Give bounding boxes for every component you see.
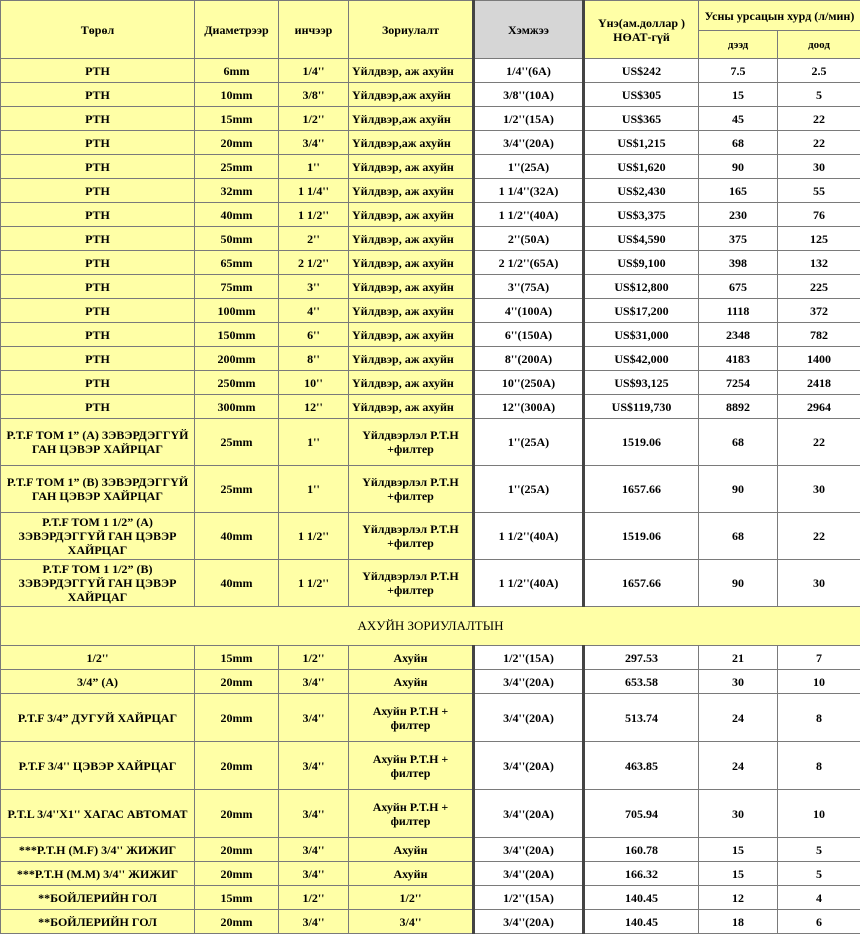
purpose-cell: Үйлдвэрлэл P.T.H +филтер xyxy=(349,560,474,607)
table-row xyxy=(1,560,860,607)
diameter-cell: 50mm xyxy=(195,227,279,251)
flow-max-cell: 24 xyxy=(699,742,778,790)
type-cell: PTH xyxy=(1,179,195,203)
size-cell: 1''(25A) xyxy=(474,155,584,179)
flow-min-cell: 10 xyxy=(778,670,860,694)
purpose-cell: Ахуйн P.T.H + филтер xyxy=(349,742,474,790)
inch-cell: 3/4'' xyxy=(279,910,349,934)
inch-cell: 6'' xyxy=(279,323,349,347)
table-row xyxy=(1,742,860,790)
type-cell: PTH xyxy=(1,371,195,395)
flow-min-cell: 4 xyxy=(778,886,860,910)
table-row xyxy=(1,107,860,131)
table-row xyxy=(1,131,860,155)
flow-max-cell: 24 xyxy=(699,694,778,742)
table-row xyxy=(1,371,860,395)
type-cell: P.T.F 3/4'' ЦЭВЭР ХАЙРЦАГ xyxy=(1,742,195,790)
flow-max-cell: 4183 xyxy=(699,347,778,371)
type-cell: **БОЙЛЕРИЙН ГОЛ xyxy=(1,886,195,910)
type-cell: PTH xyxy=(1,59,195,83)
diameter-cell: 10mm xyxy=(195,83,279,107)
inch-cell: 1 1/2'' xyxy=(279,513,349,560)
price-cell: 1519.06 xyxy=(584,513,699,560)
size-cell: 8''(200A) xyxy=(474,347,584,371)
table-row xyxy=(1,862,860,886)
price-cell: US$2,430 xyxy=(584,179,699,203)
type-cell: PTH xyxy=(1,203,195,227)
diameter-cell: 25mm xyxy=(195,155,279,179)
table-row xyxy=(1,179,860,203)
size-cell: 3/4''(20A) xyxy=(474,694,584,742)
purpose-cell: Үйлдвэр, аж ахуйн xyxy=(349,371,474,395)
type-cell: PTH xyxy=(1,323,195,347)
inch-cell: 1/2'' xyxy=(279,107,349,131)
diameter-cell: 100mm xyxy=(195,299,279,323)
flow-max-cell: 398 xyxy=(699,251,778,275)
flow-min-cell: 372 xyxy=(778,299,860,323)
inch-cell: 1'' xyxy=(279,419,349,466)
table-row xyxy=(1,347,860,371)
inch-cell: 2 1/2'' xyxy=(279,251,349,275)
price-cell: US$365 xyxy=(584,107,699,131)
diameter-cell: 300mm xyxy=(195,395,279,419)
type-cell: P.T.F ТОМ 1 1/2” (B) ЗЭВЭРДЭГГҮЙ ГАН ЦЭВЭР ХАЙРЦАГ xyxy=(1,560,195,607)
header-inch: инчээр xyxy=(279,1,349,59)
flow-min-cell: 22 xyxy=(778,419,860,466)
flow-min-cell: 782 xyxy=(778,323,860,347)
header-price: Үнэ(ам.доллар ) НӨАТ-гүй xyxy=(584,1,699,59)
table-row xyxy=(1,155,860,179)
inch-cell: 1'' xyxy=(279,155,349,179)
size-cell: 1 1/2''(40A) xyxy=(474,560,584,607)
inch-cell: 3/4'' xyxy=(279,670,349,694)
type-cell: **БОЙЛЕРИЙН ГОЛ xyxy=(1,910,195,934)
flow-max-cell: 18 xyxy=(699,910,778,934)
section-title: АХУЙН ЗОРИУЛАЛТЫН xyxy=(1,607,860,646)
table-row xyxy=(1,694,860,742)
table-row xyxy=(1,395,860,419)
type-cell: ***P.T.H (M.F) 3/4'' ЖИЖИГ xyxy=(1,838,195,862)
flow-max-cell: 68 xyxy=(699,419,778,466)
flow-max-cell: 68 xyxy=(699,131,778,155)
table-row xyxy=(1,886,860,910)
purpose-cell: Ахуйн xyxy=(349,862,474,886)
inch-cell: 3'' xyxy=(279,275,349,299)
purpose-cell: Ахуйн P.T.H + филтер xyxy=(349,790,474,838)
flow-min-cell: 225 xyxy=(778,275,860,299)
flow-max-cell: 375 xyxy=(699,227,778,251)
flow-min-cell: 30 xyxy=(778,466,860,513)
header-flow-max: дээд xyxy=(699,31,778,59)
inch-cell: 10'' xyxy=(279,371,349,395)
price-cell: 1657.66 xyxy=(584,560,699,607)
type-cell: PTH xyxy=(1,347,195,371)
section-row xyxy=(1,607,860,646)
price-cell: 463.85 xyxy=(584,742,699,790)
table-row xyxy=(1,419,860,466)
inch-cell: 1/2'' xyxy=(279,886,349,910)
type-cell: PTH xyxy=(1,395,195,419)
diameter-cell: 150mm xyxy=(195,323,279,347)
price-cell: 140.45 xyxy=(584,886,699,910)
size-cell: 1 1/4''(32A) xyxy=(474,179,584,203)
flow-min-cell: 2418 xyxy=(778,371,860,395)
size-cell: 3/4''(20A) xyxy=(474,838,584,862)
table-row xyxy=(1,910,860,934)
price-cell: US$9,100 xyxy=(584,251,699,275)
diameter-cell: 250mm xyxy=(195,371,279,395)
price-cell: 1519.06 xyxy=(584,419,699,466)
inch-cell: 1'' xyxy=(279,466,349,513)
price-cell: 705.94 xyxy=(584,790,699,838)
flow-max-cell: 7.5 xyxy=(699,59,778,83)
size-cell: 4''(100A) xyxy=(474,299,584,323)
price-cell: 513.74 xyxy=(584,694,699,742)
price-cell: US$31,000 xyxy=(584,323,699,347)
table-row xyxy=(1,203,860,227)
flow-min-cell: 10 xyxy=(778,790,860,838)
diameter-cell: 20mm xyxy=(195,910,279,934)
diameter-cell: 20mm xyxy=(195,694,279,742)
price-cell: US$93,125 xyxy=(584,371,699,395)
type-cell: PTH xyxy=(1,107,195,131)
size-cell: 3/4''(20A) xyxy=(474,862,584,886)
inch-cell: 1/2'' xyxy=(279,646,349,670)
flow-max-cell: 2348 xyxy=(699,323,778,347)
diameter-cell: 75mm xyxy=(195,275,279,299)
inch-cell: 3/4'' xyxy=(279,862,349,886)
purpose-cell: Үйлдвэр, аж ахуйн xyxy=(349,155,474,179)
size-cell: 1 1/2''(40A) xyxy=(474,513,584,560)
purpose-cell: Ахуйн xyxy=(349,838,474,862)
table-row xyxy=(1,83,860,107)
size-cell: 12''(300A) xyxy=(474,395,584,419)
price-cell: US$3,375 xyxy=(584,203,699,227)
flow-min-cell: 2964 xyxy=(778,395,860,419)
inch-cell: 4'' xyxy=(279,299,349,323)
flow-max-cell: 7254 xyxy=(699,371,778,395)
purpose-cell: Ахуйн xyxy=(349,670,474,694)
inch-cell: 3/4'' xyxy=(279,742,349,790)
flow-min-cell: 76 xyxy=(778,203,860,227)
flow-min-cell: 5 xyxy=(778,838,860,862)
size-cell: 10''(250A) xyxy=(474,371,584,395)
price-cell: 653.58 xyxy=(584,670,699,694)
table-row xyxy=(1,227,860,251)
flow-min-cell: 1400 xyxy=(778,347,860,371)
type-cell: P.T.F 3/4” ДУГУЙ ХАЙРЦАГ xyxy=(1,694,195,742)
table-row xyxy=(1,513,860,560)
flow-max-cell: 68 xyxy=(699,513,778,560)
header-purpose: Зориулалт xyxy=(349,1,474,59)
header-flow-min: доод xyxy=(778,31,860,59)
flow-max-cell: 30 xyxy=(699,790,778,838)
inch-cell: 3/8'' xyxy=(279,83,349,107)
type-cell: P.T.F ТОМ 1” (A) ЗЭВЭРДЭГГҮЙ ГАН ЦЭВЭР ХАЙРЦАГ xyxy=(1,419,195,466)
purpose-cell: Үйлдвэр,аж ахуйн xyxy=(349,131,474,155)
flow-min-cell: 7 xyxy=(778,646,860,670)
flow-max-cell: 21 xyxy=(699,646,778,670)
flow-min-cell: 30 xyxy=(778,560,860,607)
inch-cell: 1 1/2'' xyxy=(279,560,349,607)
purpose-cell: Үйлдвэр, аж ахуйн xyxy=(349,251,474,275)
flow-max-cell: 45 xyxy=(699,107,778,131)
header-diameter: Диаметрээр xyxy=(195,1,279,59)
price-cell: 1657.66 xyxy=(584,466,699,513)
flow-min-cell: 22 xyxy=(778,513,860,560)
table-row xyxy=(1,646,860,670)
purpose-cell: 3/4'' xyxy=(349,910,474,934)
price-cell: US$119,730 xyxy=(584,395,699,419)
purpose-cell: Ахуйн P.T.H + филтер xyxy=(349,694,474,742)
flow-min-cell: 8 xyxy=(778,742,860,790)
table-row xyxy=(1,299,860,323)
table-row xyxy=(1,790,860,838)
inch-cell: 1 1/4'' xyxy=(279,179,349,203)
price-cell: 297.53 xyxy=(584,646,699,670)
table-row xyxy=(1,838,860,862)
diameter-cell: 20mm xyxy=(195,670,279,694)
flow-max-cell: 12 xyxy=(699,886,778,910)
purpose-cell: Үйлдвэр, аж ахуйн xyxy=(349,59,474,83)
type-cell: PTH xyxy=(1,299,195,323)
size-cell: 2''(50A) xyxy=(474,227,584,251)
purpose-cell: Үйлдвэрлэл P.T.H +филтер xyxy=(349,466,474,513)
type-cell: PTH xyxy=(1,155,195,179)
diameter-cell: 15mm xyxy=(195,886,279,910)
price-cell: US$242 xyxy=(584,59,699,83)
price-cell: US$42,000 xyxy=(584,347,699,371)
inch-cell: 1/4'' xyxy=(279,59,349,83)
inch-cell: 1 1/2'' xyxy=(279,203,349,227)
purpose-cell: Үйлдвэр, аж ахуйн xyxy=(349,299,474,323)
diameter-cell: 20mm xyxy=(195,131,279,155)
header-row-1 xyxy=(1,1,860,31)
flow-min-cell: 132 xyxy=(778,251,860,275)
purpose-cell: Үйлдвэр,аж ахуйн xyxy=(349,107,474,131)
size-cell: 3/4''(20A) xyxy=(474,742,584,790)
diameter-cell: 25mm xyxy=(195,466,279,513)
flow-max-cell: 675 xyxy=(699,275,778,299)
purpose-cell: Ахуйн xyxy=(349,646,474,670)
table-row xyxy=(1,466,860,513)
size-cell: 1/2''(15A) xyxy=(474,646,584,670)
size-cell: 3/4''(20A) xyxy=(474,670,584,694)
type-cell: PTH xyxy=(1,275,195,299)
flow-max-cell: 230 xyxy=(699,203,778,227)
header-size: Хэмжээ xyxy=(474,1,584,59)
size-cell: 1''(25A) xyxy=(474,419,584,466)
type-cell: PTH xyxy=(1,83,195,107)
diameter-cell: 32mm xyxy=(195,179,279,203)
diameter-cell: 20mm xyxy=(195,742,279,790)
table-row xyxy=(1,670,860,694)
purpose-cell: Үйлдвэр, аж ахуйн xyxy=(349,227,474,251)
flow-min-cell: 30 xyxy=(778,155,860,179)
type-cell: 3/4” (A) xyxy=(1,670,195,694)
inch-cell: 2'' xyxy=(279,227,349,251)
flow-min-cell: 55 xyxy=(778,179,860,203)
flow-min-cell: 5 xyxy=(778,83,860,107)
inch-cell: 8'' xyxy=(279,347,349,371)
type-cell: PTH xyxy=(1,251,195,275)
inch-cell: 12'' xyxy=(279,395,349,419)
diameter-cell: 40mm xyxy=(195,560,279,607)
diameter-cell: 40mm xyxy=(195,203,279,227)
flow-max-cell: 90 xyxy=(699,155,778,179)
price-cell: 160.78 xyxy=(584,838,699,862)
diameter-cell: 6mm xyxy=(195,59,279,83)
flow-max-cell: 1118 xyxy=(699,299,778,323)
price-cell: US$1,620 xyxy=(584,155,699,179)
size-cell: 1/2''(15A) xyxy=(474,886,584,910)
table-row xyxy=(1,59,860,83)
purpose-cell: Үйлдвэр, аж ахуйн xyxy=(349,395,474,419)
size-cell: 1''(25A) xyxy=(474,466,584,513)
diameter-cell: 65mm xyxy=(195,251,279,275)
flow-max-cell: 15 xyxy=(699,83,778,107)
flow-min-cell: 8 xyxy=(778,694,860,742)
diameter-cell: 40mm xyxy=(195,513,279,560)
type-cell: PTH xyxy=(1,131,195,155)
size-cell: 6''(150A) xyxy=(474,323,584,347)
price-cell: US$17,200 xyxy=(584,299,699,323)
size-cell: 3/4''(20A) xyxy=(474,910,584,934)
price-cell: US$12,800 xyxy=(584,275,699,299)
table-row xyxy=(1,275,860,299)
diameter-cell: 200mm xyxy=(195,347,279,371)
diameter-cell: 20mm xyxy=(195,838,279,862)
flow-max-cell: 165 xyxy=(699,179,778,203)
flow-min-cell: 125 xyxy=(778,227,860,251)
type-cell: ***P.T.H (M.M) 3/4'' ЖИЖИГ xyxy=(1,862,195,886)
size-cell: 1 1/2''(40A) xyxy=(474,203,584,227)
diameter-cell: 20mm xyxy=(195,790,279,838)
purpose-cell: Үйлдвэр,аж ахуйн xyxy=(349,83,474,107)
size-cell: 3/8''(10A) xyxy=(474,83,584,107)
size-cell: 3/4''(20A) xyxy=(474,131,584,155)
diameter-cell: 15mm xyxy=(195,646,279,670)
price-cell: US$1,215 xyxy=(584,131,699,155)
price-cell: 140.45 xyxy=(584,910,699,934)
inch-cell: 3/4'' xyxy=(279,838,349,862)
size-cell: 1/4''(6A) xyxy=(474,59,584,83)
flow-min-cell: 6 xyxy=(778,910,860,934)
purpose-cell: 1/2'' xyxy=(349,886,474,910)
diameter-cell: 25mm xyxy=(195,419,279,466)
type-cell: 1/2'' xyxy=(1,646,195,670)
flow-max-cell: 90 xyxy=(699,466,778,513)
price-cell: 166.32 xyxy=(584,862,699,886)
type-cell: P.T.F ТОМ 1” (B) ЗЭВЭРДЭГГҮЙ ГАН ЦЭВЭР ХАЙРЦАГ xyxy=(1,466,195,513)
type-cell: PTH xyxy=(1,227,195,251)
inch-cell: 3/4'' xyxy=(279,790,349,838)
flow-min-cell: 5 xyxy=(778,862,860,886)
flow-min-cell: 22 xyxy=(778,107,860,131)
purpose-cell: Үйлдвэр, аж ахуйн xyxy=(349,347,474,371)
table-row xyxy=(1,323,860,347)
purpose-cell: Үйлдвэр, аж ахуйн xyxy=(349,203,474,227)
size-cell: 3/4''(20A) xyxy=(474,790,584,838)
purpose-cell: Үйлдвэрлэл P.T.H +филтер xyxy=(349,419,474,466)
flow-max-cell: 15 xyxy=(699,838,778,862)
type-cell: P.T.F ТОМ 1 1/2” (A) ЗЭВЭРДЭГГҮЙ ГАН ЦЭВЭР ХАЙРЦАГ xyxy=(1,513,195,560)
type-cell: P.T.L 3/4''X1'' ХАГАС АВТОМАТ xyxy=(1,790,195,838)
flow-max-cell: 15 xyxy=(699,862,778,886)
flow-max-cell: 8892 xyxy=(699,395,778,419)
inch-cell: 3/4'' xyxy=(279,694,349,742)
purpose-cell: Үйлдвэр, аж ахуйн xyxy=(349,179,474,203)
diameter-cell: 15mm xyxy=(195,107,279,131)
purpose-cell: Үйлдвэрлэл P.T.H +филтер xyxy=(349,513,474,560)
purpose-cell: Үйлдвэр, аж ахуйн xyxy=(349,275,474,299)
purpose-cell: Үйлдвэр, аж ахуйн xyxy=(349,323,474,347)
header-type: Төрөл xyxy=(1,1,195,59)
size-cell: 3''(75A) xyxy=(474,275,584,299)
size-cell: 1/2''(15A) xyxy=(474,107,584,131)
price-cell: US$4,590 xyxy=(584,227,699,251)
table-row xyxy=(1,251,860,275)
flow-min-cell: 22 xyxy=(778,131,860,155)
flow-max-cell: 30 xyxy=(699,670,778,694)
flow-max-cell: 90 xyxy=(699,560,778,607)
inch-cell: 3/4'' xyxy=(279,131,349,155)
price-cell: US$305 xyxy=(584,83,699,107)
size-cell: 2 1/2''(65A) xyxy=(474,251,584,275)
diameter-cell: 20mm xyxy=(195,862,279,886)
flow-min-cell: 2.5 xyxy=(778,59,860,83)
header-flow: Усны урсацын хурд (л/мин) xyxy=(699,1,860,31)
